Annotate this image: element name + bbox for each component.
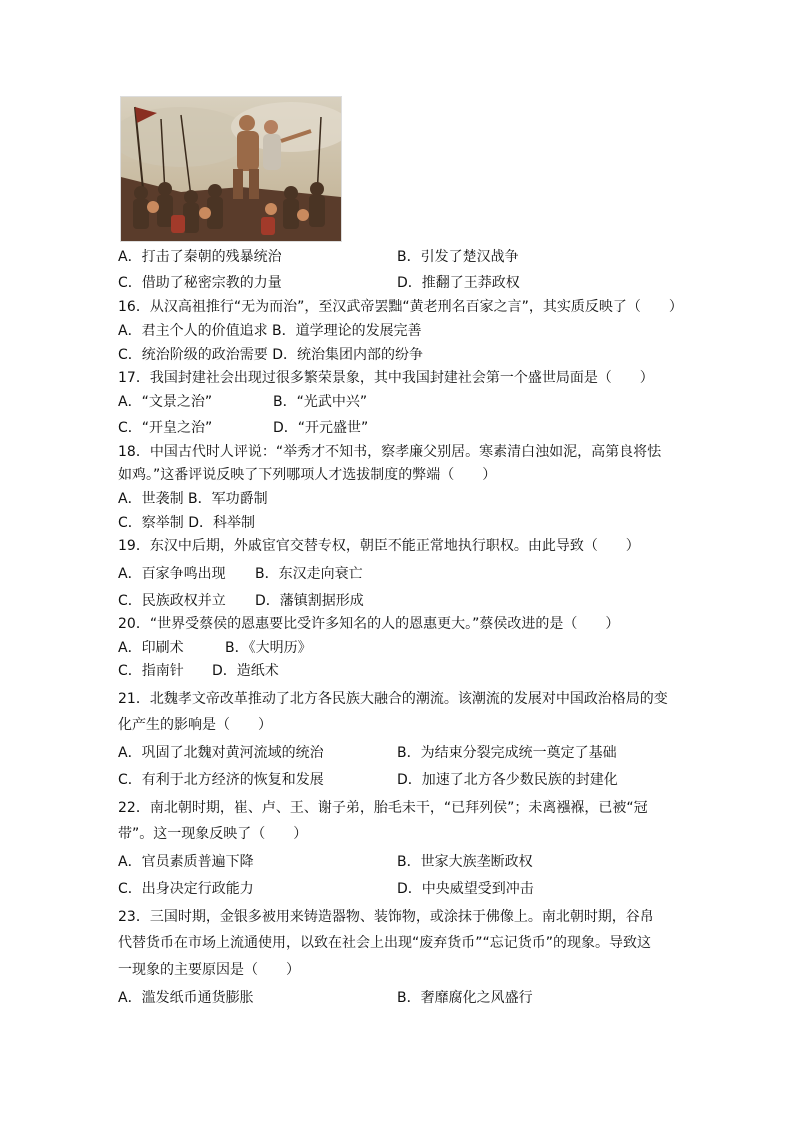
q21-option-c[interactable]: C．有利于北方经济的恢复和发展 [118,772,324,788]
q15-option-a[interactable]: A．打击了秦朝的残暴统治 [118,249,282,265]
q17-option-c[interactable]: C．“开皇之治” [118,420,213,436]
q21-option-d[interactable]: D．加速了北方各少数民族的封建化 [397,772,618,788]
q20-option-c[interactable]: C．指南针 [118,663,184,679]
q17-option-a[interactable]: A．“文景之治” [118,394,213,410]
q15-option-b[interactable]: B．引发了楚汉战争 [397,249,519,265]
q20-option-a[interactable]: A．印刷术 [118,640,184,656]
q21-option-a[interactable]: A．巩固了北魏对黄河流域的统治 [118,745,324,761]
q18-options-cd[interactable]: C．察举制 D．科举制 [118,515,256,531]
q18-options-ab[interactable]: A．世袭制 B．军功爵制 [118,491,268,507]
q20-option-d[interactable]: D．造纸术 [212,663,279,679]
q23-stem-line2: 代替货币在市场上流通使用，以致在社会上出现“废弃货币”“忘记货币”的现象。导致这 [118,935,652,951]
q21-option-b[interactable]: B．为结束分裂完成统一奠定了基础 [397,745,617,761]
q15-option-c[interactable]: C．借助了秘密宗教的力量 [118,275,282,291]
q17-option-b[interactable]: B．“光武中兴” [273,394,368,410]
q20-option-b[interactable]: B．《大明历》 [225,640,312,656]
q17-option-d[interactable]: D．“开元盛世” [273,420,369,436]
q21-stem-line2: 化产生的影响是（ ） [118,717,272,733]
q19-option-d[interactable]: D．藩镇割据形成 [255,593,364,609]
q18-stem-line1: 18．中国古代时人评说：“举秀才不知书，察孝廉父别居。寒素清白浊如泥，高第良将怯 [118,444,662,460]
q23-stem-line1: 23．三国时期，金银多被用来铸造器物、装饰物，或涂抹于佛像上。南北朝时期，谷帛 [118,909,654,925]
q22-stem-line2: 带”。这一现象反映了（ ） [118,826,308,842]
q16-options-cd[interactable]: C．统治阶级的政治需要 D．统治集团内部的纷争 [118,347,424,363]
q16-stem: 16．从汉高祖推行“无为而治”，至汉武帝罢黜“黄老刑名百家之言”，其实质反映了（ ） [118,299,683,315]
q22-option-a[interactable]: A．官员素质普遍下降 [118,854,254,870]
uprising-painting-image [121,97,341,241]
q18-stem-line2: 如鸡。”这番评说反映了下列哪项人才选拔制度的弊端（ ） [118,467,497,483]
q19-option-a[interactable]: A．百家争鸣出现 [118,566,226,582]
q22-stem-line1: 22．南北朝时期，崔、卢、王、谢子弟，胎毛未干，“已拜列侯”；未离襁褓，已被“冠 [118,800,648,816]
q16-options-ab[interactable]: A．君主个人的价值追求 B．道学理论的发展完善 [118,323,422,339]
q21-stem-line1: 21．北魏孝文帝改革推动了北方各民族大融合的潮流。该潮流的发展对中国政治格局的变 [118,691,668,707]
q23-stem-line3: 一现象的主要原因是（ ） [118,962,300,978]
q19-option-c[interactable]: C．民族政权并立 [118,593,226,609]
q23-option-b[interactable]: B．奢靡腐化之风盛行 [397,990,533,1006]
q20-stem: 20．“世界受蔡侯的恩惠要比受许多知名的人的恩惠更大。”蔡侯改进的是（ ） [118,616,620,632]
q17-stem: 17．我国封建社会出现过很多繁荣景象，其中我国封建社会第一个盛世局面是（ ） [118,370,654,386]
q15-option-d[interactable]: D．推翻了王莽政权 [397,275,520,291]
q22-option-c[interactable]: C．出身决定行政能力 [118,881,254,897]
q22-option-d[interactable]: D．中央威望受到冲击 [397,881,534,897]
uprising-illustration [120,96,342,242]
q22-option-b[interactable]: B．世家大族垄断政权 [397,854,533,870]
q19-stem: 19．东汉中后期，外戚宦官交替专权，朝臣不能正常地执行职权。由此导致（ ） [118,538,640,554]
q19-option-b[interactable]: B．东汉走向衰亡 [255,566,363,582]
q23-option-a[interactable]: A．滥发纸币通货膨胀 [118,990,254,1006]
